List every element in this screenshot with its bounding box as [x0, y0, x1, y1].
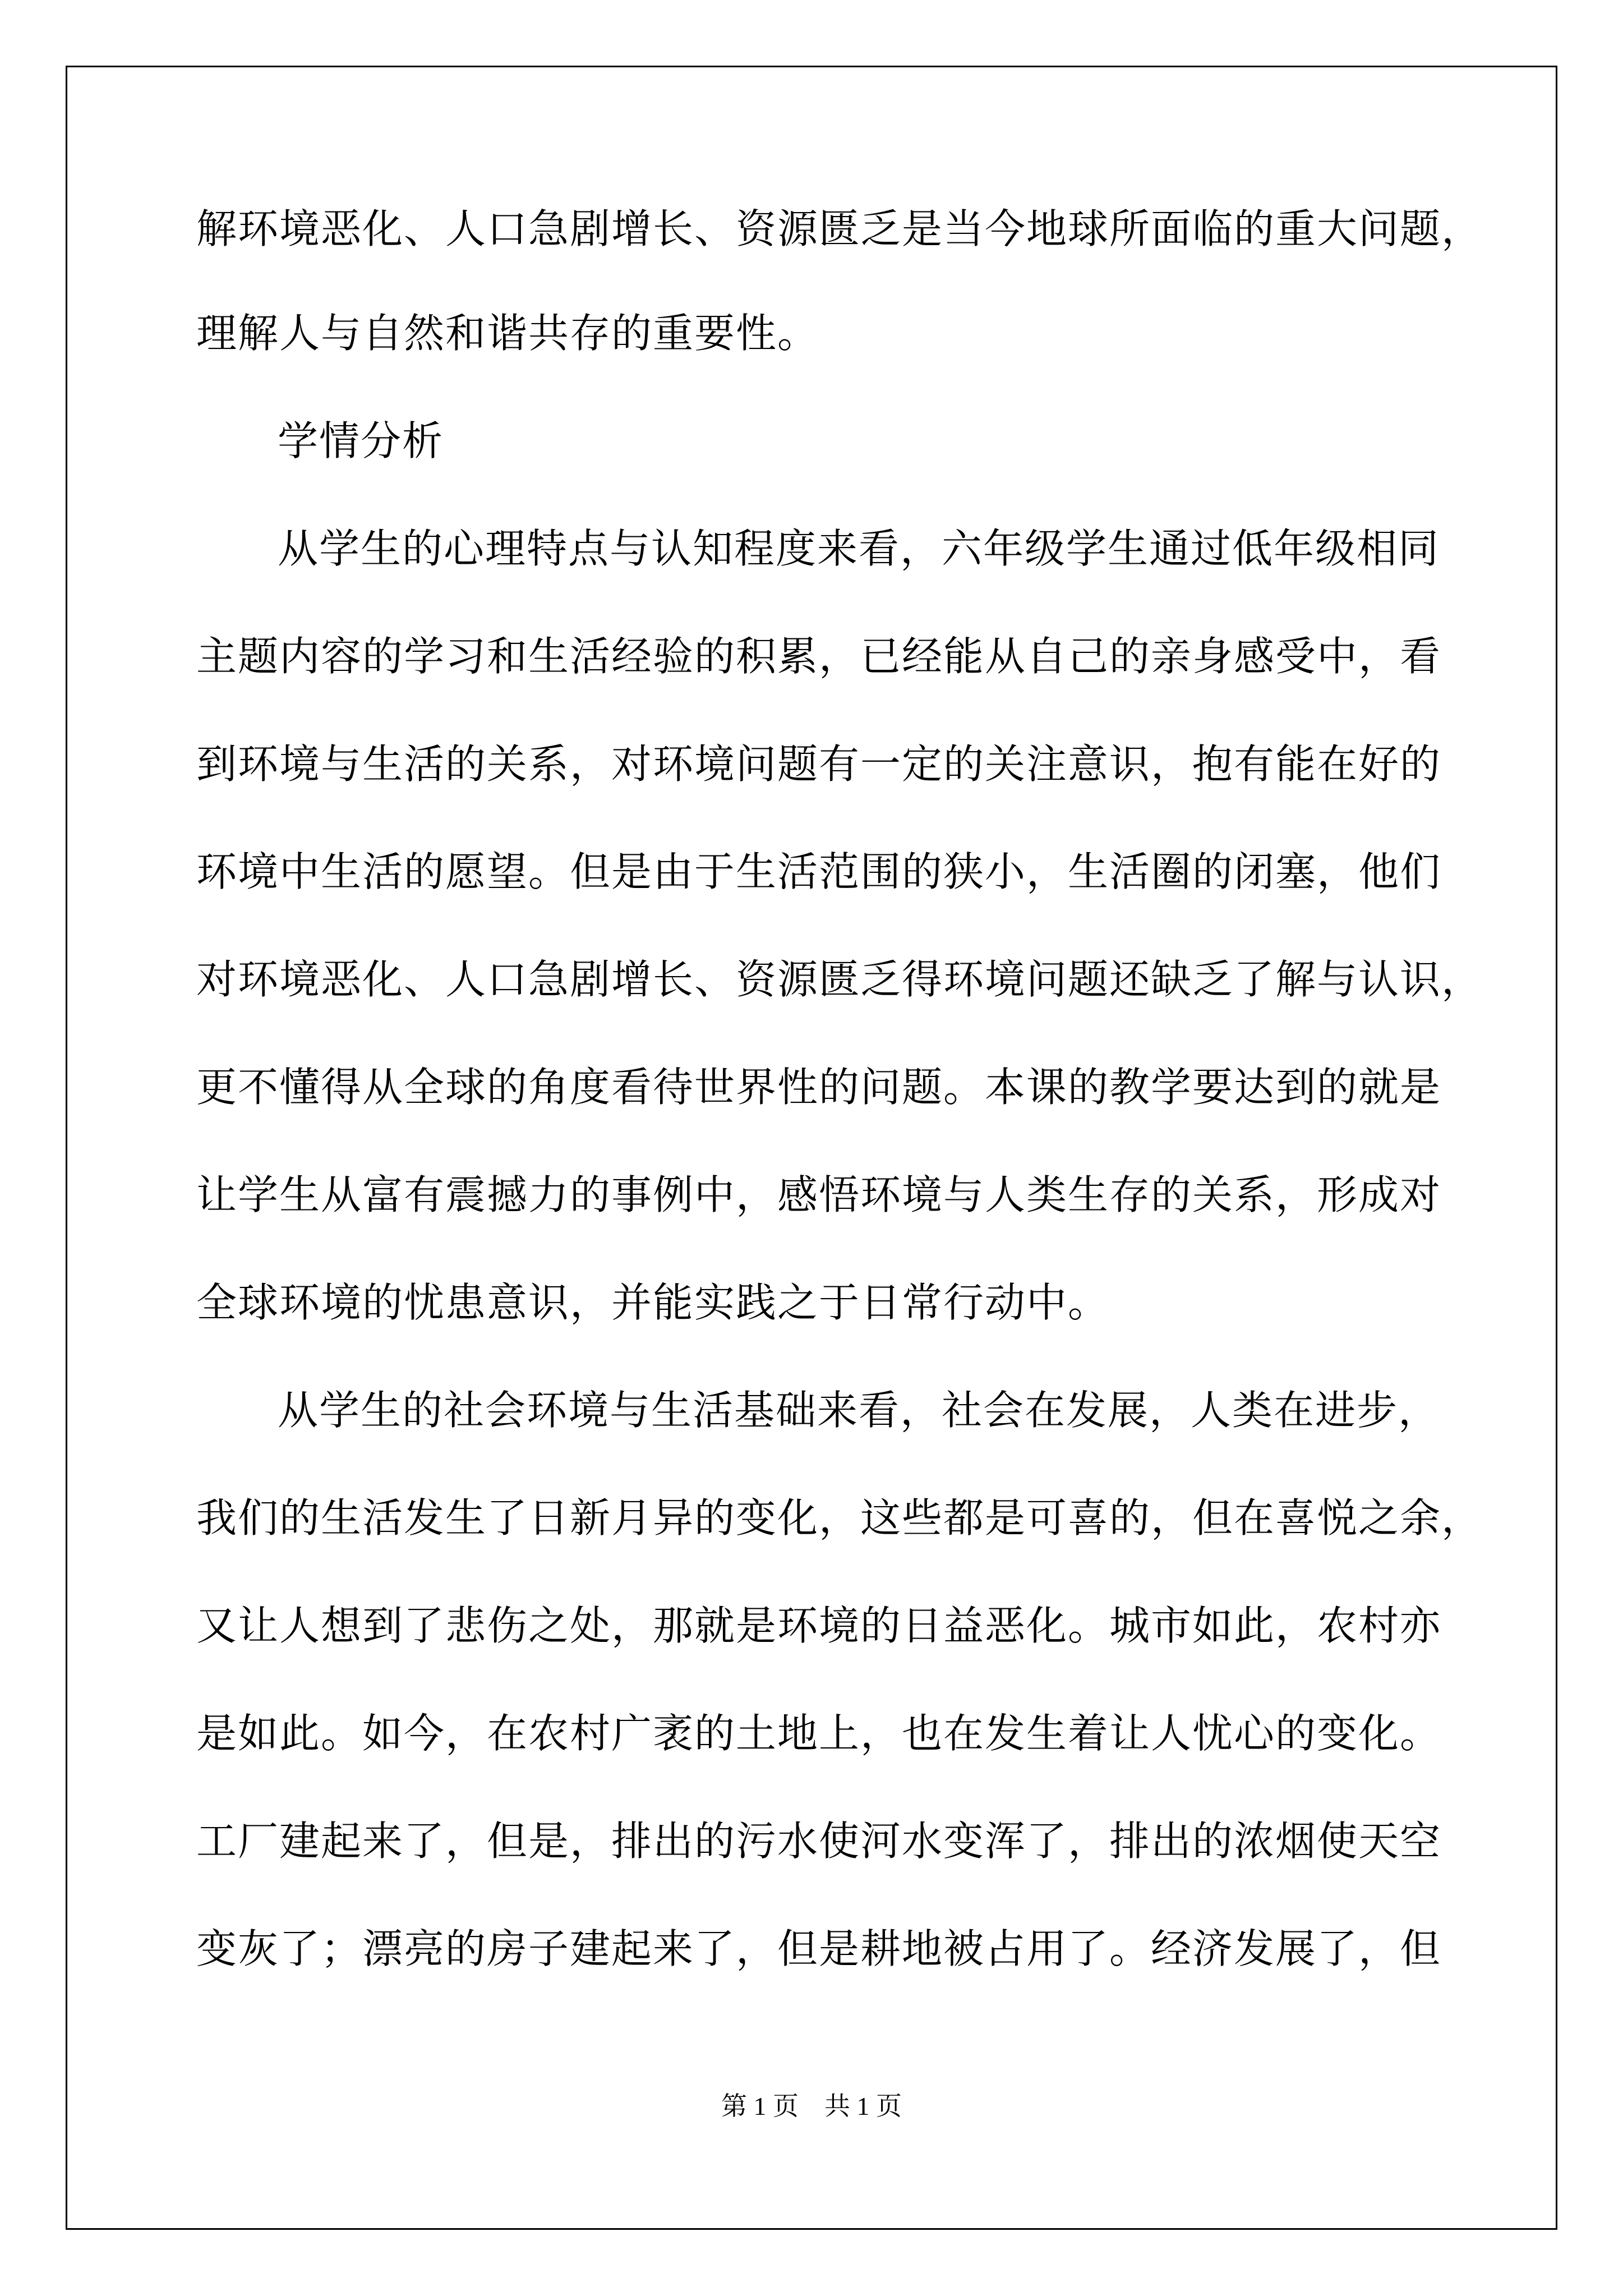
text-line: 主题内容的学习和生活经验的积累，已经能从自己的亲身感受中，看 [196, 633, 1442, 680]
text-line: 从学生的社会环境与生活基础来看，社会在发展，人类在进步， [278, 1387, 1440, 1434]
text-line: 更不懂得从全球的角度看待世界性的问题。本课的教学要达到的就是 [196, 1064, 1442, 1111]
text-line: 我们的生活发生了日新月异的变化，这些都是可喜的，但在喜悦之余， [196, 1494, 1483, 1542]
text-line: 环境中生活的愿望。但是由于生活范围的狭小，生活圈的闭塞，他们 [196, 848, 1442, 895]
text-line: 工厂建起来了，但是，排出的污水使河水变浑了，排出的浓烟使天空 [196, 1818, 1442, 1865]
page-border [66, 66, 1557, 2230]
text-line: 理解人与自然和谐共存的重要性。 [196, 310, 819, 357]
text-line: 让学生从富有震撼力的事例中，感悟环境与人类生存的关系，形成对 [196, 1171, 1442, 1218]
text-line: 又让人想到了悲伤之处，那就是环境的日益恶化。城市如此，农村亦 [196, 1602, 1442, 1649]
text-line: 到环境与生活的关系，对环境问题有一定的关注意识，抱有能在好的 [196, 740, 1442, 788]
text-line: 全球环境的忧患意识，并能实践之于日常行动中。 [196, 1279, 1110, 1326]
text-line: 对环境恶化、人口急剧增长、资源匮乏得环境问题还缺乏了解与认识， [196, 956, 1483, 1003]
text-line: 变灰了；漂亮的房子建起来了，但是耕地被占用了。经济发展了，但 [196, 1925, 1442, 1972]
text-line: 从学生的心理特点与认知程度来看，六年级学生通过低年级相同 [278, 525, 1440, 572]
text-line: 是如此。如今，在农村广袤的土地上，也在发生着让人忧心的变化。 [196, 1710, 1442, 1757]
page-footer: 第 1 页 共 1 页 [721, 2092, 902, 2120]
section-heading: 学情分析 [278, 417, 444, 464]
text-line: 解环境恶化、人口急剧增长、资源匮乏是当今地球所面临的重大问题， [196, 205, 1483, 252]
